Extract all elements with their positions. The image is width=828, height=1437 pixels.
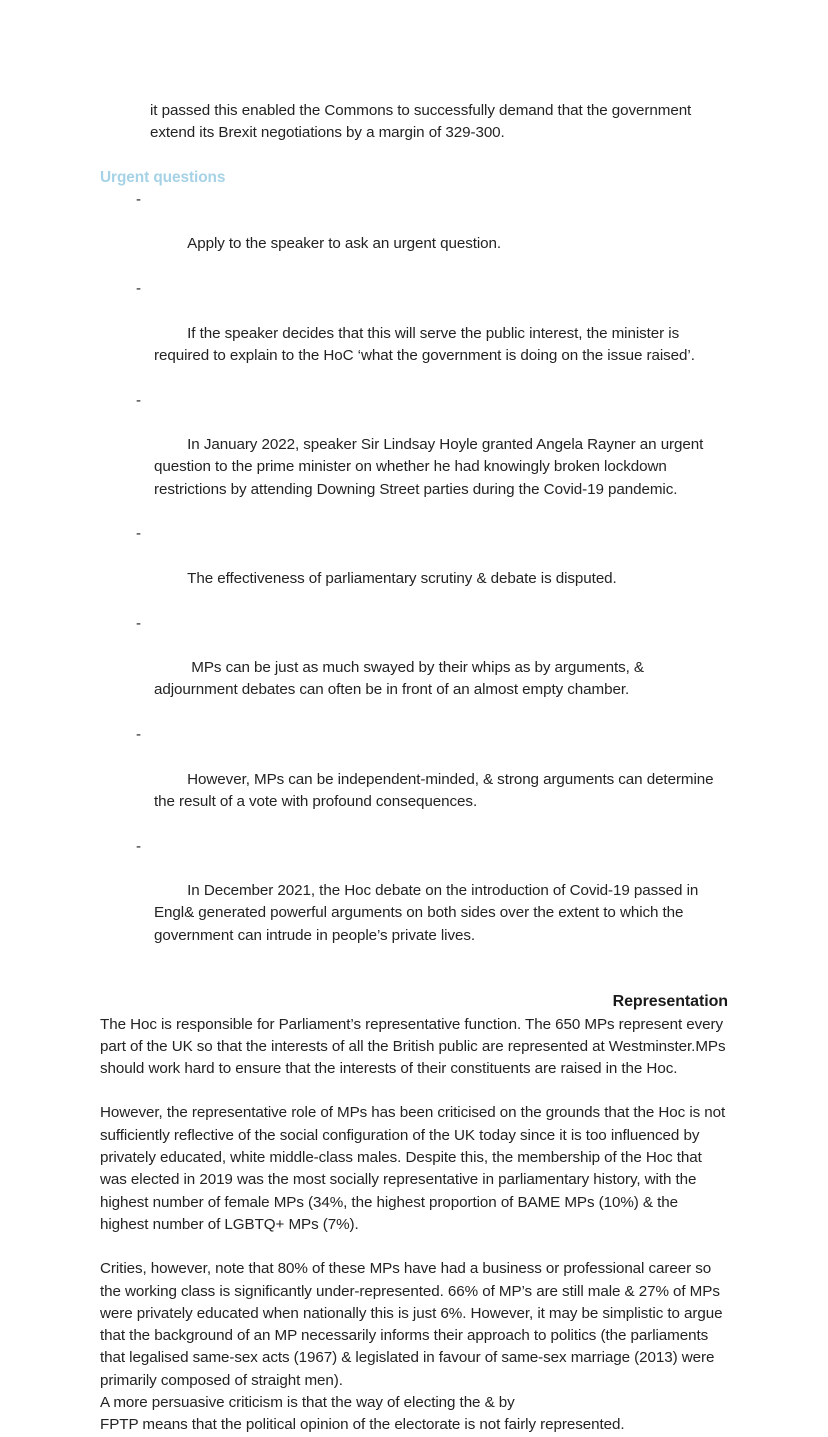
list-item-text: In December 2021, the Hoc debate on the introduction of Covid-19 passed in Engl& generated powerful arguments on both sides over the extent to which the government can intrude in people’s private lives. — [154, 882, 703, 944]
dash-bullet-icon: - — [136, 837, 141, 855]
list-item-text: In January 2022, speaker Sir Lindsay Hoyle granted Angela Rayner an urgent question to the prime minister on whether he had knowingly broken lockdown restrictions by attending Downing Street parties during the Covid-19 pandemic. — [154, 436, 708, 498]
list-item — [100, 724, 728, 835]
list-item — [100, 390, 728, 524]
dash-bullet-icon: - — [136, 190, 141, 208]
list-item-text: The effectiveness of parliamentary scrutiny & debate is disputed. — [187, 569, 617, 587]
section-heading-representation: Representation — [612, 993, 728, 1011]
section-heading-urgent-questions: Urgent questions — [100, 168, 226, 186]
paragraph-spacer — [100, 1080, 728, 1102]
dash-bullet-icon: - — [136, 726, 141, 744]
list-item — [100, 836, 728, 970]
intro-paragraph: it passed this enabled the Commons to successfully demand that the government extend its Brexit negotiations by a margin of 329-300. — [150, 102, 692, 142]
dash-bullet-icon: - — [136, 614, 141, 632]
urgent-questions-list — [100, 189, 728, 969]
list-item-text: Apply to the speaker to ask an urgent question. — [187, 235, 502, 253]
list-item-text: However, MPs can be independent-minded, & strong arguments can determine the result of a vote with profound consequences. — [154, 770, 718, 810]
list-item — [100, 613, 728, 724]
dash-bullet-icon: - — [136, 391, 141, 409]
representation-paragraph-5: FPTP means that the political opinion of the electorate is not fairly represented. — [100, 1416, 625, 1434]
dash-bullet-icon: - — [136, 280, 141, 298]
representation-paragraph-1: The Hoc is responsible for Parliament’s representative function. The 650 MPs represent every part of the UK so that the interests of all the British public are represented at Westminster.MPs should work hard to ensure that the interests of their constituents are raised in the Hoc. — [100, 1015, 726, 1078]
document-body — [100, 100, 728, 1437]
list-item-text: If the speaker decides that this will serve the public interest, the minister is required to explain to the HoC ‘what the government is doing on the issue raised’. — [154, 324, 695, 364]
list-item-text: MPs can be just as much swayed by their whips as by arguments, & adjournment debates can often be in front of an almost empty chamber. — [154, 659, 649, 699]
list-item — [100, 278, 728, 389]
list-item — [100, 189, 728, 278]
section-spacer — [100, 969, 728, 991]
dash-bullet-icon: - — [136, 525, 141, 543]
paragraph-spacer — [100, 1236, 728, 1258]
representation-paragraph-4: A more persuasive criticism is that the way of electing the & by — [100, 1394, 515, 1412]
representation-paragraph-3: Crities, however, note that 80% of these MPs have had a business or professional career so the working class is significantly under-represented. 66% of MP’s are still male & 27% of MPs were privately educated when nationally this is just 6%. However, it may be simplistic to argue that the background of an MP necessarily informs their approach to politics (the parliaments that legalised same-sex acts (1967) & legislated in favour of same-sex marriage (2013) were primarily composed of straight men). — [100, 1260, 723, 1389]
paragraph-spacer — [100, 145, 728, 167]
list-item — [100, 523, 728, 612]
representation-paragraph-2: However, the representative role of MPs has been criticised on the grounds that the Hoc is not sufficiently reflective of the social configuration of the UK today since it is too influenced by privately educated, white middle-class males. Despite this, the membership of the Hoc that was elected in 2019 was the most socially representative in parliamentary history, with the highest number of female MPs (34%, the highest proportion of BAME MPs (10%) & the highest number of LGBTQ+ MPs (7%). — [100, 1104, 726, 1233]
